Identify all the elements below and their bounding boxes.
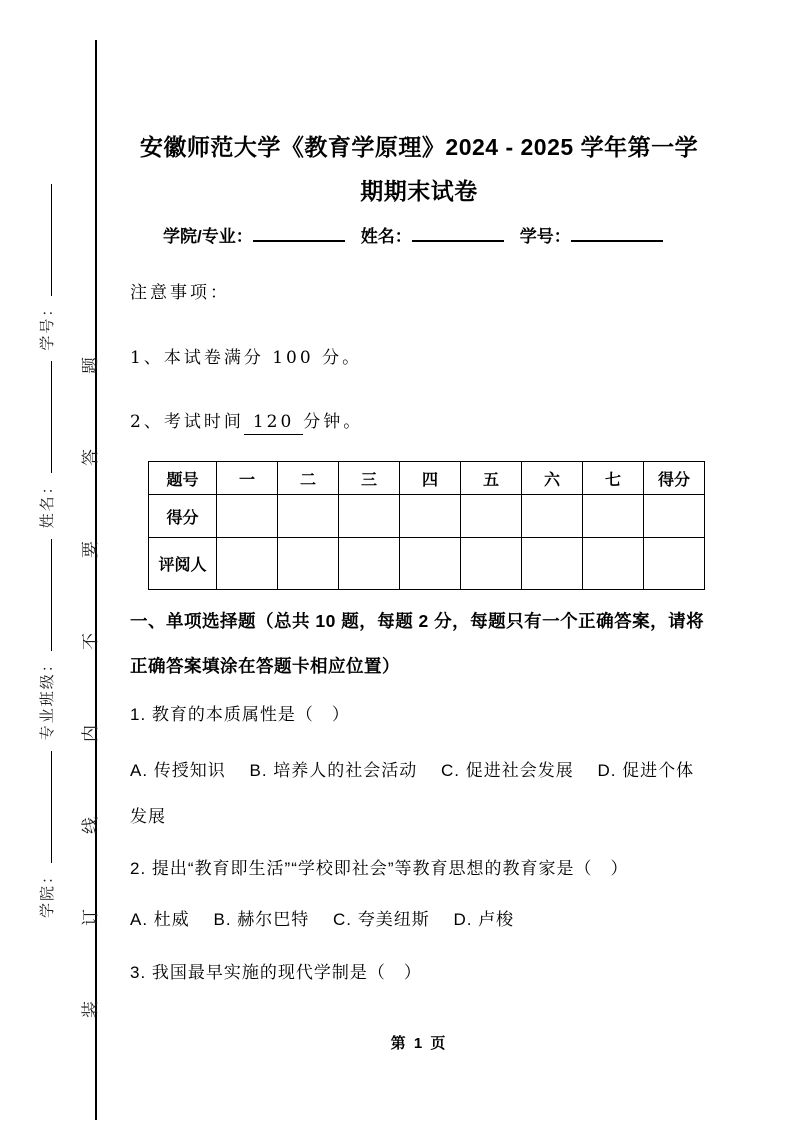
score-cell xyxy=(644,495,705,538)
sidebar-student-info xyxy=(36,128,57,918)
score-row-label: 得分 xyxy=(149,495,217,538)
header-field-label-college-major: 学院/专业： xyxy=(163,227,253,246)
question-1-text: 1. 教育的本质属性是（ ） xyxy=(130,705,350,724)
question-3-text: 3. 我国最早实施的现代学制是（ ） xyxy=(130,963,422,982)
notice-duration-suffix: 分钟。 xyxy=(303,412,364,432)
sidebar-field-blank-college xyxy=(38,751,52,863)
header-field-blank-name xyxy=(412,227,504,242)
score-table-header-row xyxy=(149,462,705,495)
notice-duration-prefix: 2、考试时间 xyxy=(130,412,244,432)
header-field-blank-college-major xyxy=(253,227,345,242)
sidebar-field-label-student-id: 学号： xyxy=(38,299,56,351)
grader-cell xyxy=(400,538,461,590)
score-cell xyxy=(461,495,522,538)
score-cell xyxy=(522,495,583,538)
grader-cell xyxy=(278,538,339,590)
sidebar-field-blank-student-id xyxy=(38,184,52,296)
notice-duration-value: 120 xyxy=(244,410,303,435)
score-cell xyxy=(217,495,278,538)
score-table-header-cell: 六 xyxy=(522,462,583,495)
grader-row-label: 评阅人 xyxy=(149,538,217,590)
question-2-options: A. 杜威 B. 赫尔巴特 C. 夸美纽斯 D. 卢梭 xyxy=(130,910,515,929)
section1-heading: 一、单项选择题（总共 10 题，每题 2 分，每题只有一个正确答案，请将正确答案填涂在答题卡相应位置） xyxy=(130,611,705,676)
score-table-grader-row xyxy=(149,538,705,590)
exam-title: 安徽师范大学《教育学原理》2024 - 2025 学年第一学期期末试卷 xyxy=(139,134,699,204)
notice-heading: 注意事项： xyxy=(130,283,230,303)
notice-item-exam-duration xyxy=(130,410,708,435)
sidebar-field-label-name: 姓名： xyxy=(38,477,56,529)
header-field-label-name: 姓名： xyxy=(360,227,412,246)
sidebar-field-blank-name xyxy=(38,361,52,473)
question-2-text: 2. 提出“教育即生活”“学校即社会”等教育思想的教育家是（ ） xyxy=(130,859,629,878)
score-table-header-cell: 二 xyxy=(278,462,339,495)
question-1-options: A. 传授知识 B. 培养人的社会活动 C. 促进社会发展 D. 促进个体发展 xyxy=(130,761,695,826)
sidebar-field-blank-class xyxy=(38,539,52,651)
score-table-header-cell: 五 xyxy=(461,462,522,495)
page-number: 第 1 页 xyxy=(390,1035,448,1052)
score-table-score-row xyxy=(149,495,705,538)
grader-cell xyxy=(522,538,583,590)
score-cell xyxy=(400,495,461,538)
notice-item-total-score: 1、本试卷满分 100 分。 xyxy=(130,348,363,368)
score-cell xyxy=(278,495,339,538)
grader-cell xyxy=(339,538,400,590)
score-table-header-cell: 四 xyxy=(400,462,461,495)
score-table xyxy=(148,461,705,590)
grader-cell xyxy=(461,538,522,590)
score-table-header-cell: 一 xyxy=(217,462,278,495)
header-field-blank-student-id xyxy=(571,227,663,242)
score-cell xyxy=(583,495,644,538)
grader-cell xyxy=(644,538,705,590)
binding-vertical-text: 装订线内不要答题 xyxy=(81,282,101,1018)
score-table-header-cell: 七 xyxy=(583,462,644,495)
sidebar-field-label-college: 学院： xyxy=(38,866,56,918)
header-field-label-student-id: 学号： xyxy=(519,227,571,246)
score-cell xyxy=(339,495,400,538)
score-table-header-cell: 三 xyxy=(339,462,400,495)
header-form xyxy=(163,222,708,247)
grader-cell xyxy=(217,538,278,590)
grader-cell xyxy=(583,538,644,590)
score-table-header-cell: 得分 xyxy=(644,462,705,495)
score-table-header-cell: 题号 xyxy=(149,462,217,495)
sidebar-field-label-class: 专业班级： xyxy=(38,655,56,741)
